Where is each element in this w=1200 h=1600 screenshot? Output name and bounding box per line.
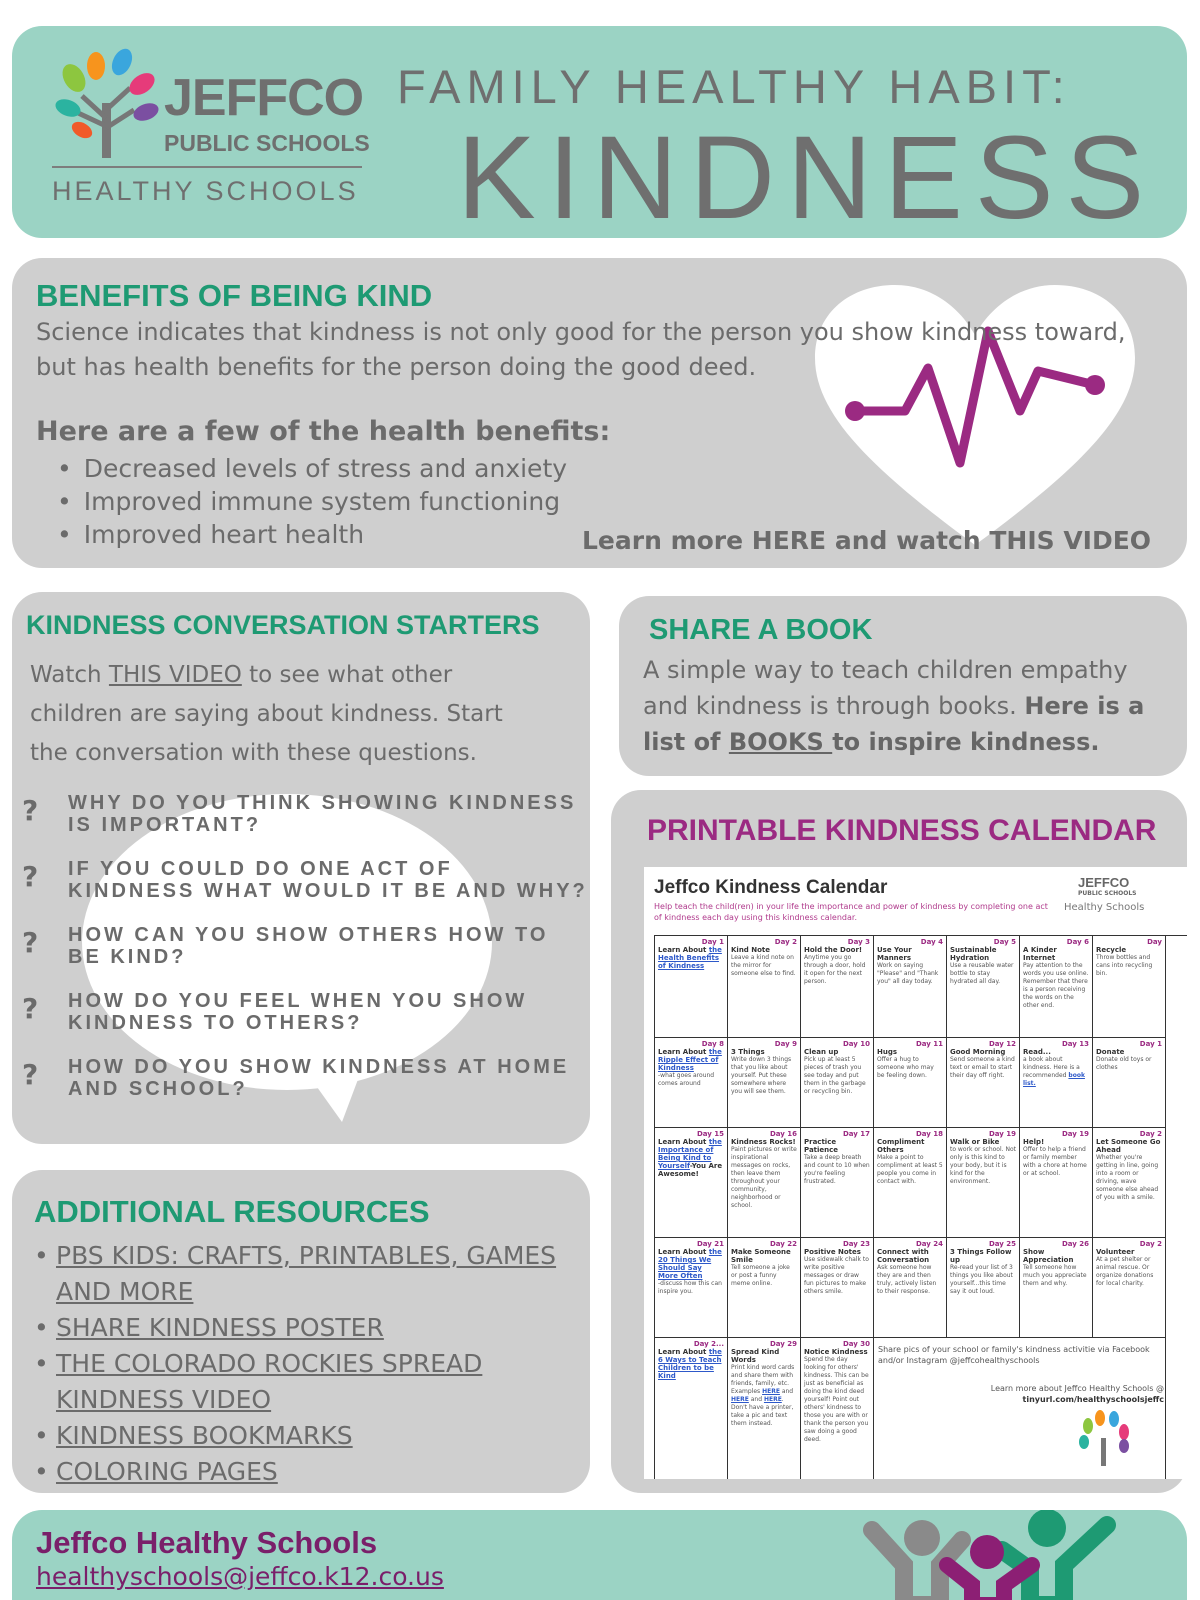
calendar-day: Day 15 Learn About the Importance of Being Kind to Yourself-You Are Awesome! (655, 1128, 728, 1238)
question-item (22, 792, 592, 858)
question-item (22, 858, 592, 924)
question-item (22, 1056, 592, 1122)
question-text: HOW DO YOU FEEL WHEN YOU SHOW KINDNESS TO OTHERS? (68, 990, 528, 1034)
share-text: Share pics of your school or family's kindness activitie via Facebook and/or Instagram @jeffcohealthyschools (878, 1345, 1150, 1365)
page-kicker: FAMILY HEALTHY HABIT: (397, 60, 1071, 113)
resource-item (34, 1238, 574, 1310)
share-book-section (619, 596, 1187, 776)
calendar-day: Day 25 3 Things Follow up Re-read your list of 3 things you like about yourself...this time say it out loud. (947, 1238, 1020, 1338)
calendar-day: Day 16 Kindness Rocks! Paint pictures or write inspirational messages on rocks, then leave them throughout your community, neighborhood or school. (728, 1128, 801, 1238)
book-text (643, 652, 1173, 760)
footer-banner (12, 1510, 1187, 1600)
calendar-day: Day 24 Connect with Conversation Ask someone how they are and then truly, actively listen to their response. (874, 1238, 947, 1338)
book-cta: Here is a list of (643, 692, 1145, 756)
calendar-day: Day 26 Show Appreciation Tell someone how much you appreciate them and why. (1020, 1238, 1093, 1338)
calendar-day: Day 17 Practice Patience Take a deep breath and count to 10 when you're feeling frustrated. (801, 1128, 874, 1238)
calendar-day: Day 2 Kind Note Leave a kind note on the mirror for someone else to find. (728, 936, 801, 1038)
question-mark-icon: ? (22, 794, 39, 827)
calendar-day: Day 23 Positive Notes Use sidewalk chalk to write positive messages or draw fun pictures to make others smile. (801, 1238, 874, 1338)
calendar-day: Day 6 A Kinder Internet Pay attention to the words you use online. Remember that there is a person receiving the words on the other end. (1020, 936, 1093, 1038)
resources-section (12, 1170, 590, 1493)
intro-text: to see what other children are saying about kindness. Start the conversation with these questions. (30, 662, 503, 766)
calendar-preview[interactable] (644, 867, 1187, 1479)
video-link[interactable]: THIS VIDEO (108, 662, 242, 688)
book-cta-end: to inspire kindness. (832, 728, 1100, 756)
benefit-item: • Improved immune system functioning (57, 485, 567, 518)
jeffco-logo (52, 48, 382, 238)
calendar-day: Day 19 Walk or Bike to work or school. Not only is this kind to your body, but it is kind for the environment. (947, 1128, 1020, 1238)
benefits-section (12, 258, 1187, 568)
calendar-day: Day 1 Learn About the Health Benefits of Kindness (655, 936, 728, 1038)
calendar-day: Day 2... Learn About the 6 Ways to Teach Children to be Kind (655, 1338, 728, 1479)
calendar-day: Day 22 Make Someone Smile Tell someone a joke or post a funny meme online. (728, 1238, 801, 1338)
calendar-day: Day 8 Learn About the Ripple Effect of Kindness -what goes around comes around (655, 1038, 728, 1128)
question-text: WHY DO YOU THINK SHOWING KINDNESS IS IMPORTANT? (68, 792, 577, 836)
benefits-subtitle: Here are a few of the health benefits: (36, 416, 611, 447)
calendar-day: Day 5 Sustainable Hydration Use a reusable water bottle to stay hydrated all day. (947, 936, 1020, 1038)
intro-text: Watch (30, 662, 109, 688)
resource-item (34, 1454, 574, 1490)
page-title: KINDNESS (457, 112, 1157, 244)
tree-logo-icon (1074, 1410, 1134, 1472)
benefit-item: • Improved heart health (57, 518, 567, 551)
benefits-intro: Science indicates that kindness is not only good for the person you show kindness toward, but has health benefits for the person doing the good deed. (36, 318, 1126, 381)
calendar-grid (654, 935, 1187, 1479)
conversation-section (12, 592, 590, 1144)
book-intro: A simple way to teach children empathy and kindness is through books. (643, 656, 1128, 720)
calendar-day: Day 2 Volunteer At a pet shelter or animal rescue. Or organize donations for local charity. (1093, 1238, 1166, 1338)
calendar-day: Day Recycle Throw bottles and cans into recycling bin. (1093, 936, 1166, 1038)
calendar-day: Day 19 Help! Offer to help a friend or family member with a chore at home or at school. (1020, 1128, 1093, 1238)
resources-list (34, 1238, 574, 1490)
question-item (22, 924, 592, 990)
calendar-day: Day 13 Read... a book about kindness. Here is a recommended book list. (1020, 1038, 1093, 1128)
share-learn-more (934, 1383, 1164, 1405)
resource-item (34, 1346, 574, 1418)
benefits-list (57, 452, 567, 551)
logo-subtitle: PUBLIC SCHOOLS (164, 130, 370, 156)
calendar-day: Day 18 Compliment Others Make a point to compliment at least 5 people you come in contact with. (874, 1128, 947, 1238)
share-learn-text: Learn more about Jeffco Healthy Schools @ (990, 1384, 1164, 1393)
calendar-day: Day 1 Donate Donate old toys or clothes (1093, 1038, 1166, 1128)
calendar-section (611, 790, 1187, 1493)
question-text: IF YOU COULD DO ONE ACT OF KINDNESS WHAT WOULD IT BE AND WHY? (68, 858, 588, 902)
resources-title: ADDITIONAL RESOURCES (34, 1194, 430, 1229)
calendar-day: Day 10 Clean up Pick up at least 5 pieces of trash you see today and put them in the garbage or recycling bin. (801, 1038, 874, 1128)
calendar-sheet-title: Jeffco Kindness Calendar (654, 877, 888, 898)
logo-program: HEALTHY SCHOOLS (52, 176, 359, 206)
share-url[interactable]: tinyurl.com/healthyschoolsjeffc (1022, 1395, 1164, 1404)
question-mark-icon: ? (22, 1058, 39, 1091)
logo-wordmark: JEFFCO (164, 69, 364, 127)
tree-logo-icon (52, 48, 162, 158)
calendar-day: Day 11 Hugs Offer a hug to someone who may be feeling down. (874, 1038, 947, 1128)
calendar-logo-name: JEFFCO (1078, 875, 1130, 890)
resource-link[interactable]: THE COLORADO ROCKIES SPREAD KINDNESS VIDEO (56, 1349, 483, 1414)
calendar-day: Day 4 Use Your Manners Work on saying "Please" and "Thank you" all day today. (874, 936, 947, 1038)
calendar-title: PRINTABLE KINDNESS CALENDAR (647, 814, 1157, 847)
family-people-icon (842, 1510, 1132, 1600)
question-mark-icon: ? (22, 992, 39, 1025)
calendar-day: Day 30 Notice Kindness Spend the day looking for others' kindness. This can be just as beneficial as doing the kind deed yourself! Point out others' kindness to those you are with or thank the person you saw doing a good deed. (801, 1338, 874, 1479)
calendar-day: Day 2 Let Someone Go Ahead Whether you're getting in line, going into a room or driving, wave someone else ahead of you with a smile. (1093, 1128, 1166, 1238)
conversation-intro (30, 656, 530, 773)
benefit-item: • Decreased levels of stress and anxiety (57, 452, 567, 485)
calendar-day: Day 12 Good Morning Send someone a kind text or email to start their day off right. (947, 1038, 1020, 1128)
calendar-share-note (874, 1338, 1166, 1479)
resource-link[interactable]: KINDNESS BOOKMARKS (56, 1421, 353, 1450)
resource-item (34, 1418, 574, 1454)
calendar-sheet-subtitle: Help teach the child(ren) in your life the importance and power of kindness by completing one act of kindness each day using this kindness calendar. (654, 902, 1048, 922)
benefits-title: BENEFITS OF BEING KIND (36, 278, 433, 313)
footer-name: Jeffco Healthy Schools (36, 1525, 378, 1560)
question-text: HOW CAN YOU SHOW OTHERS HOW TO BE KIND? (68, 924, 549, 968)
question-mark-icon: ? (22, 860, 39, 893)
calendar-day: Day 29 Spread Kind Words Print kind word cards and share them with friends, family, etc. Examples HERE and HERE and HERE. Don't have a printer, take a pic and text them instead. (728, 1338, 801, 1479)
question-list (22, 792, 592, 1122)
logo-divider (52, 166, 362, 168)
calendar-day: Day 21 Learn About the 20 Things We Should Say More Often -discuss how this can inspire you. (655, 1238, 728, 1338)
footer-email-link[interactable]: healthyschools@jeffco.k12.co.us (36, 1562, 444, 1591)
resource-link[interactable]: COLORING PAGES (56, 1457, 278, 1486)
header-banner (12, 26, 1187, 244)
calendar-logo-sub: PUBLIC SCHOOLS (1078, 890, 1137, 897)
calendar-day: Day 3 Hold the Door! Anytime you go through a door, hold it open for the next person. (801, 936, 874, 1038)
learn-more-link[interactable]: Learn more HERE and watch THIS VIDEO (582, 526, 1152, 555)
book-title: SHARE A BOOK (649, 614, 873, 646)
resource-item (34, 1310, 574, 1346)
resource-link[interactable]: SHARE KINDNESS POSTER (56, 1313, 384, 1342)
calendar-day: Day 9 3 Things Write down 3 things that you like about yourself. Put these somewhere where you will see them. (728, 1038, 801, 1128)
question-mark-icon: ? (22, 926, 39, 959)
books-link[interactable]: BOOKS (728, 728, 833, 756)
question-item (22, 990, 592, 1056)
calendar-logo-program: Healthy Schools (1064, 902, 1145, 913)
question-text: HOW DO YOU SHOW KINDNESS AT HOME AND SCHOOL? (68, 1056, 570, 1100)
resource-link[interactable]: PBS KIDS: CRAFTS, PRINTABLES, GAMES AND MORE (56, 1241, 557, 1306)
conversation-title: KINDNESS CONVERSATION STARTERS (26, 610, 540, 640)
